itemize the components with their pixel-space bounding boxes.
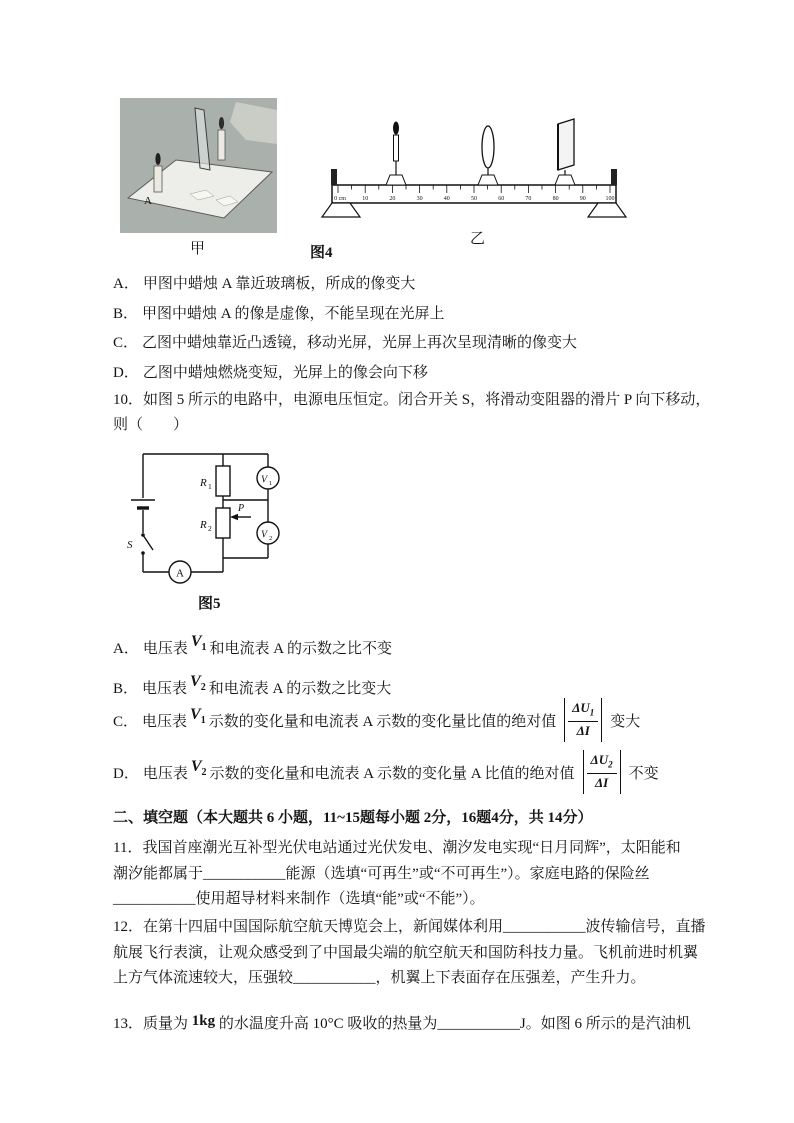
q9-option-c xyxy=(113,329,577,359)
light-screen xyxy=(555,119,575,185)
question-11 xyxy=(113,836,681,913)
q12-line3: 上方气体流速较大，压强较___________，机翼上下表面存在压强差，产生升力。 xyxy=(113,970,646,986)
abs-fraction-du1-di: $\frac{\Delta U_1}{\Delta I}$ xyxy=(561,698,605,741)
r2-label: R xyxy=(200,519,207,531)
q9-option-a xyxy=(113,270,577,300)
convex-lens xyxy=(478,126,498,185)
option-text: 乙图中蜡烛靠近凸透镜，移动光屏，光屏上再次呈现清晰的像变大 xyxy=(142,335,578,351)
svg-text:10: 10 xyxy=(362,196,369,202)
figure4-jia-image xyxy=(120,98,277,238)
rheostat-r2 xyxy=(216,508,230,538)
q11-line3: ___________使用超导材料来制作（选填“能”或“不能”）。 xyxy=(113,891,485,907)
option-text: 电压表 xyxy=(142,640,188,657)
optical-bench-diagram xyxy=(318,105,630,225)
option-key: D． xyxy=(113,364,139,381)
svg-text:100: 100 xyxy=(605,196,615,202)
plane-mirror-experiment-photo xyxy=(120,98,277,233)
bench-candle-flame xyxy=(393,122,399,135)
svg-text:70: 70 xyxy=(525,196,532,202)
option-key: D． xyxy=(113,765,139,782)
slider-arrow xyxy=(230,514,238,520)
option-key: C． xyxy=(113,335,139,351)
option-text: 电压表 xyxy=(142,680,188,697)
q13-text-post: 的水温度升高 10°C 吸收的热量为___________J。如图 6 所示的是汽油机 xyxy=(215,1016,691,1032)
option-text: 示数的变化量和电流表 A 示数的变化量比值的绝对值 xyxy=(208,713,557,730)
candle-a-flame xyxy=(155,153,160,165)
r1-label: R xyxy=(200,477,207,489)
q10-stem-line1: 10．如图 5 所示的电路中，电源电压恒定。闭合开关 S，将滑动变阻器的滑片 P 向下移动， xyxy=(113,392,711,408)
svg-text:20: 20 xyxy=(389,196,396,202)
back-candle-flame xyxy=(219,117,224,129)
candle-a xyxy=(154,166,162,192)
ammeter-label: A xyxy=(176,567,184,580)
v2-label: V xyxy=(260,529,268,541)
svg-text:0 cm: 0 cm xyxy=(334,196,346,202)
option-text: 变大 xyxy=(610,713,641,730)
q12-line2: 航展飞行表演，让观众感受到了中国最尖端的航空航天和国防科技力量。飞机前进时机翼 xyxy=(113,944,699,961)
svg-text:30: 30 xyxy=(416,196,423,202)
r2-sub: 2 xyxy=(208,524,212,533)
question9-options xyxy=(113,270,577,388)
v2-sub: 2 xyxy=(269,535,273,542)
option-text: 电压表 xyxy=(142,713,188,730)
question-12 xyxy=(113,915,706,992)
voltmeter-v1-symbol: $V_1$ xyxy=(190,705,206,727)
svg-text:60: 60 xyxy=(498,196,505,202)
candle-a-label: A xyxy=(144,195,152,207)
q10-option-c xyxy=(113,696,640,744)
bench-candle xyxy=(386,122,406,186)
q11-line1: 11．我国首座潮光互补型光伏电站通过光伏发电、潮汐发电实现“日月同辉”，太阳能和 xyxy=(113,840,681,856)
circuit-diagram xyxy=(118,438,293,588)
bench-feet xyxy=(322,203,626,217)
q10-option-d xyxy=(113,748,659,796)
option-key: B． xyxy=(113,305,139,322)
right-end-stop xyxy=(611,169,617,185)
option-key: A． xyxy=(113,640,139,657)
option-key: A． xyxy=(113,276,139,292)
q13-mass-value: 1kg xyxy=(191,1013,216,1029)
option-key: C． xyxy=(113,713,139,730)
option-text: 甲图中蜡烛 A 的像是虚像，不能呈现在光屏上 xyxy=(142,305,445,322)
switch-s-label: S xyxy=(127,539,133,551)
switch-blade xyxy=(143,535,153,550)
option-key: B． xyxy=(113,680,139,697)
option-text: 甲图中蜡烛 A 靠近玻璃板，所成的像变大 xyxy=(142,276,416,292)
q10-stem-line2: 则（ ） xyxy=(113,417,189,433)
figure5-circuit xyxy=(118,438,293,593)
svg-text:80: 80 xyxy=(552,196,559,202)
option-text: 不变 xyxy=(628,765,659,782)
q12-line1: 12．在第十四届中国国际航空航天博览会上，新闻媒体利用___________波传输信号，直播 xyxy=(113,919,706,935)
section2-title: 二、填空题（本大题共 6 小题，11~15题每小题 2分，16题4分，共 14分） xyxy=(113,810,593,826)
voltmeter-v1-symbol: $V_1$ xyxy=(190,632,207,654)
q11-line2: 潮汐能都属于___________能源（选填“可再生”或“不可再生”）。家庭电路的保险丝 xyxy=(113,865,650,882)
figure4-caption: 图4 xyxy=(310,245,333,261)
question10-stem xyxy=(113,388,710,438)
q10-option-a xyxy=(113,632,392,662)
option-text: 示数的变化量和电流表 A 示数的变化量 A 比值的绝对值 xyxy=(209,765,575,782)
q9-option-d xyxy=(113,359,577,389)
option-text: 乙图中蜡烛燃烧变短，光屏上的像会向下移 xyxy=(142,364,428,381)
left-end-stop xyxy=(331,169,337,185)
figure5-caption: 图5 xyxy=(198,596,221,612)
svg-text:50: 50 xyxy=(471,196,477,202)
back-candle xyxy=(218,130,225,160)
option-text: 电压表 xyxy=(142,765,188,782)
svg-text:40: 40 xyxy=(443,196,450,202)
option-text: 和电流表 A 的示数之比变大 xyxy=(208,680,392,697)
svg-text:90: 90 xyxy=(579,196,586,202)
voltmeter-v2-symbol: $V_2$ xyxy=(190,757,207,779)
figure4-caption-jia: 甲 xyxy=(190,241,206,257)
q13-text-pre: 13．质量为 xyxy=(113,1016,192,1032)
figure4-yi-image xyxy=(318,105,630,230)
option-text: 和电流表 A 的示数之比不变 xyxy=(209,640,393,657)
q9-option-b xyxy=(113,300,577,330)
v1-label: V xyxy=(260,474,268,486)
abs-fraction-du2-di: $\frac{\Delta U_2}{\Delta I}$ xyxy=(580,750,624,793)
v1-sub: 1 xyxy=(269,480,273,487)
voltmeter-v2-symbol: $V_2$ xyxy=(190,672,206,694)
resistor-r1 xyxy=(216,466,230,496)
r1-sub: 1 xyxy=(208,482,212,491)
question-13 xyxy=(113,1012,691,1037)
figure4-caption-yi: 乙 xyxy=(470,231,486,247)
slider-p-label: P xyxy=(238,503,245,514)
